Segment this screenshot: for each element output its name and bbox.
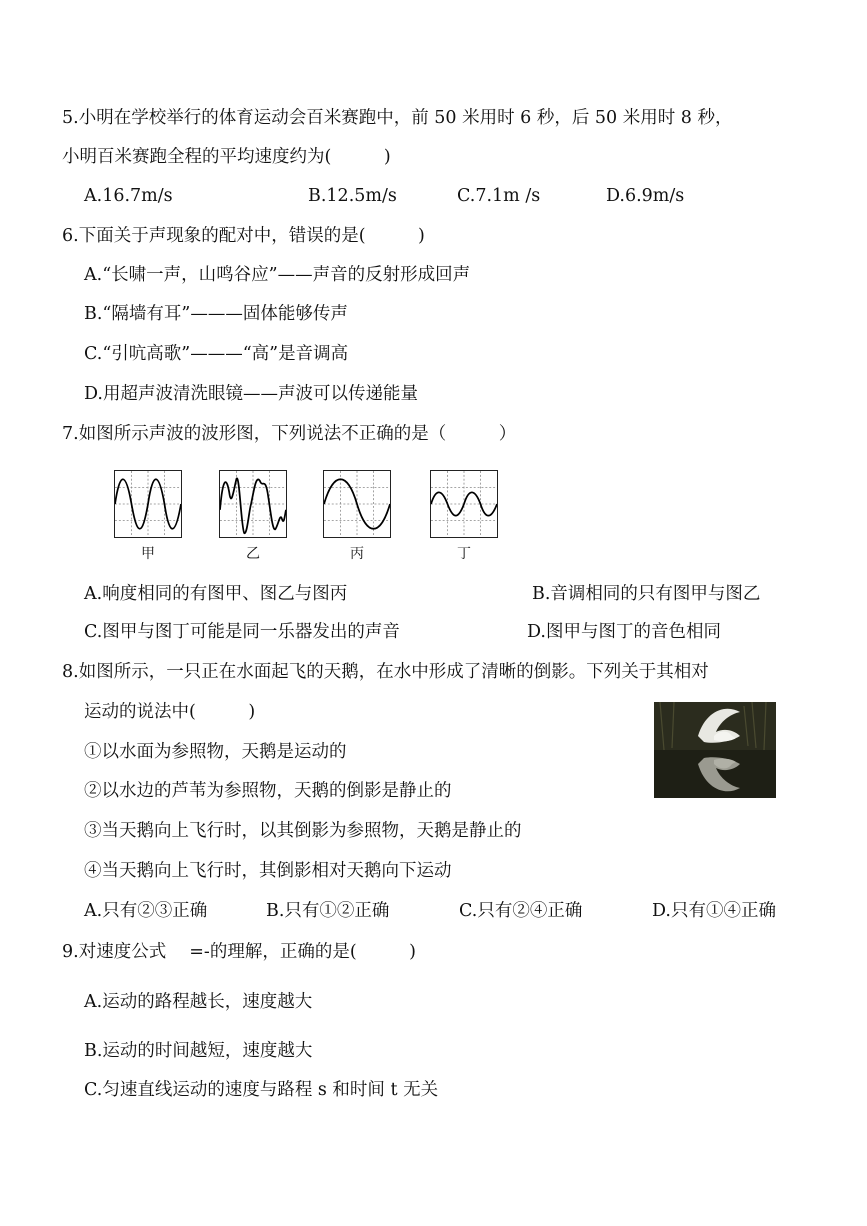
q8-option-b: B.只有①②正确 — [266, 901, 390, 921]
q8-stem-line2: 运动的说法中( ) — [84, 702, 256, 722]
q7-stem: 7.如图所示声波的波形图，下列说法不正确的是（ ） — [62, 424, 517, 444]
waveform-label-jia: 甲 — [141, 546, 155, 562]
waveform-label-bing: 丙 — [350, 546, 364, 562]
q8-statement-1: ①以水面为参照物，天鹅是运动的 — [84, 742, 347, 762]
q8-statement-2: ②以水边的芦苇为参照物，天鹅的倒影是静止的 — [84, 781, 452, 801]
q6-option-b: B.“隔墙有耳”———固体能够传声 — [84, 304, 348, 324]
q8-option-d: D.只有①④正确 — [652, 901, 776, 921]
q7-option-c: C.图甲与图丁可能是同一乐器发出的声音 — [84, 622, 400, 642]
q8-stem-line1: 8.如图所示，一只正在水面起飞的天鹅，在水中形成了清晰的倒影。下列关于其相对 — [62, 662, 709, 682]
waveform-label-yi: 乙 — [246, 546, 260, 562]
waveform-yi — [219, 470, 287, 538]
q6-option-a: A.“长啸一声，山鸣谷应”——声音的反射形成回声 — [84, 265, 471, 285]
waveform-ding — [430, 470, 498, 538]
waveform-bing — [323, 470, 391, 538]
q6-stem: 6.下面关于声现象的配对中，错误的是( ) — [62, 226, 425, 246]
q8-option-c: C.只有②④正确 — [459, 901, 583, 921]
q5-stem-line1: 5.小明在学校举行的体育运动会百米赛跑中，前 50 米用时 6 秒，后 50 米用时 8 秒， — [62, 108, 733, 128]
q5-option-c: C.7.1m /s — [457, 186, 541, 206]
q9-option-c: C.匀速直线运动的速度与路程 s 和时间 t 无关 — [84, 1080, 439, 1100]
q7-option-b: B.音调相同的只有图甲与图乙 — [532, 584, 761, 604]
waveform-jia — [114, 470, 182, 538]
q5-option-b: B.12.5m/s — [308, 186, 397, 206]
q6-option-d: D.用超声波清洗眼镜——声波可以传递能量 — [84, 384, 418, 404]
waveform-label-ding: 丁 — [457, 546, 471, 562]
q5-option-a: A.16.7m/s — [84, 186, 173, 206]
q9-stem: 9.对速度公式 =-的理解，正确的是( ) — [62, 942, 416, 962]
q9-option-a: A.运动的路程越长，速度越大 — [84, 992, 313, 1012]
q6-option-c: C.“引吭高歌”———“高”是音调高 — [84, 344, 349, 364]
q7-option-d: D.图甲与图丁的音色相同 — [527, 622, 721, 642]
q9-option-b: B.运动的时间越短，速度越大 — [84, 1041, 313, 1061]
q8-statement-4: ④当天鹅向上飞行时，其倒影相对天鹅向下运动 — [84, 861, 452, 881]
q5-option-d: D.6.9m/s — [606, 186, 685, 206]
swan-photo — [654, 702, 776, 798]
q7-option-a: A.响度相同的有图甲、图乙与图丙 — [84, 584, 348, 604]
q5-stem-line2: 小明百米赛跑全程的平均速度约为( ) — [62, 147, 391, 167]
q8-statement-3: ③当天鹅向上飞行时，以其倒影为参照物，天鹅是静止的 — [84, 821, 522, 841]
q8-option-a: A.只有②③正确 — [84, 901, 208, 921]
